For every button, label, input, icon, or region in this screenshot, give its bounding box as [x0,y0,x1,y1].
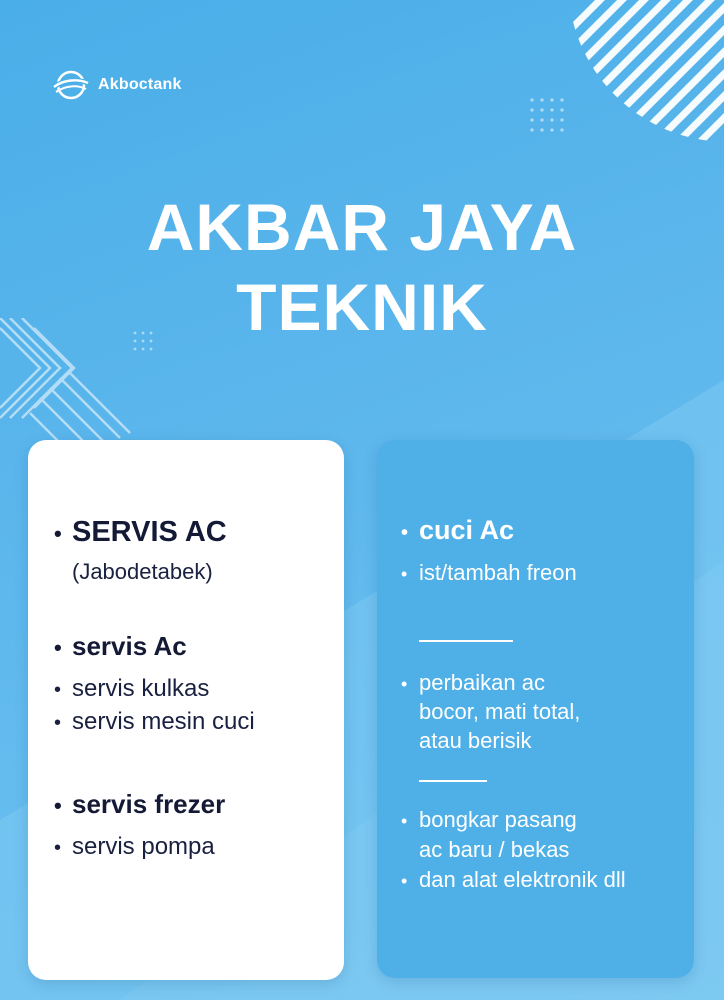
title-line-2: TEKNIK [236,270,488,344]
globe-swoosh-icon [52,70,90,100]
list-item-pompa: • servis pompa [54,833,215,860]
list-item-freon: • ist/tambah freon [401,560,577,585]
divider-2 [419,780,487,782]
list-item-frezer: • servis frezer [54,789,226,819]
title-line-1: AKBAR JAYA [146,190,578,264]
dot-grid-decoration [528,96,572,136]
list-item-servis-ac-2: • servis Ac [54,631,187,661]
brand-logo [52,70,182,100]
left-service-card [28,440,344,980]
striped-circle-decoration [560,0,724,145]
right-service-card [377,440,694,978]
list-item-cuci-ac: • cuci Ac [401,515,515,545]
list-item-servis-ac: • SERVIS AC [54,516,227,548]
list-item-elektronik: • dan alat elektronik dll [401,867,626,892]
list-item-bongkar-2: ac baru / bekas [419,837,570,862]
brand-name: Akboctank [98,76,182,93]
list-item-area: (Jabodetabek) [72,559,213,584]
divider-1 [419,640,513,642]
list-item-kulkas: • servis kulkas [54,675,210,702]
list-item-perbaikan-3: atau berisik [419,728,532,753]
list-item-mesin-cuci: • servis mesin cuci [54,708,255,735]
list-item-perbaikan-2: bocor, mati total, [419,699,581,724]
list-item-perbaikan-1: • perbaikan ac [401,670,545,695]
list-item-bongkar-1: • bongkar pasang [401,807,577,832]
